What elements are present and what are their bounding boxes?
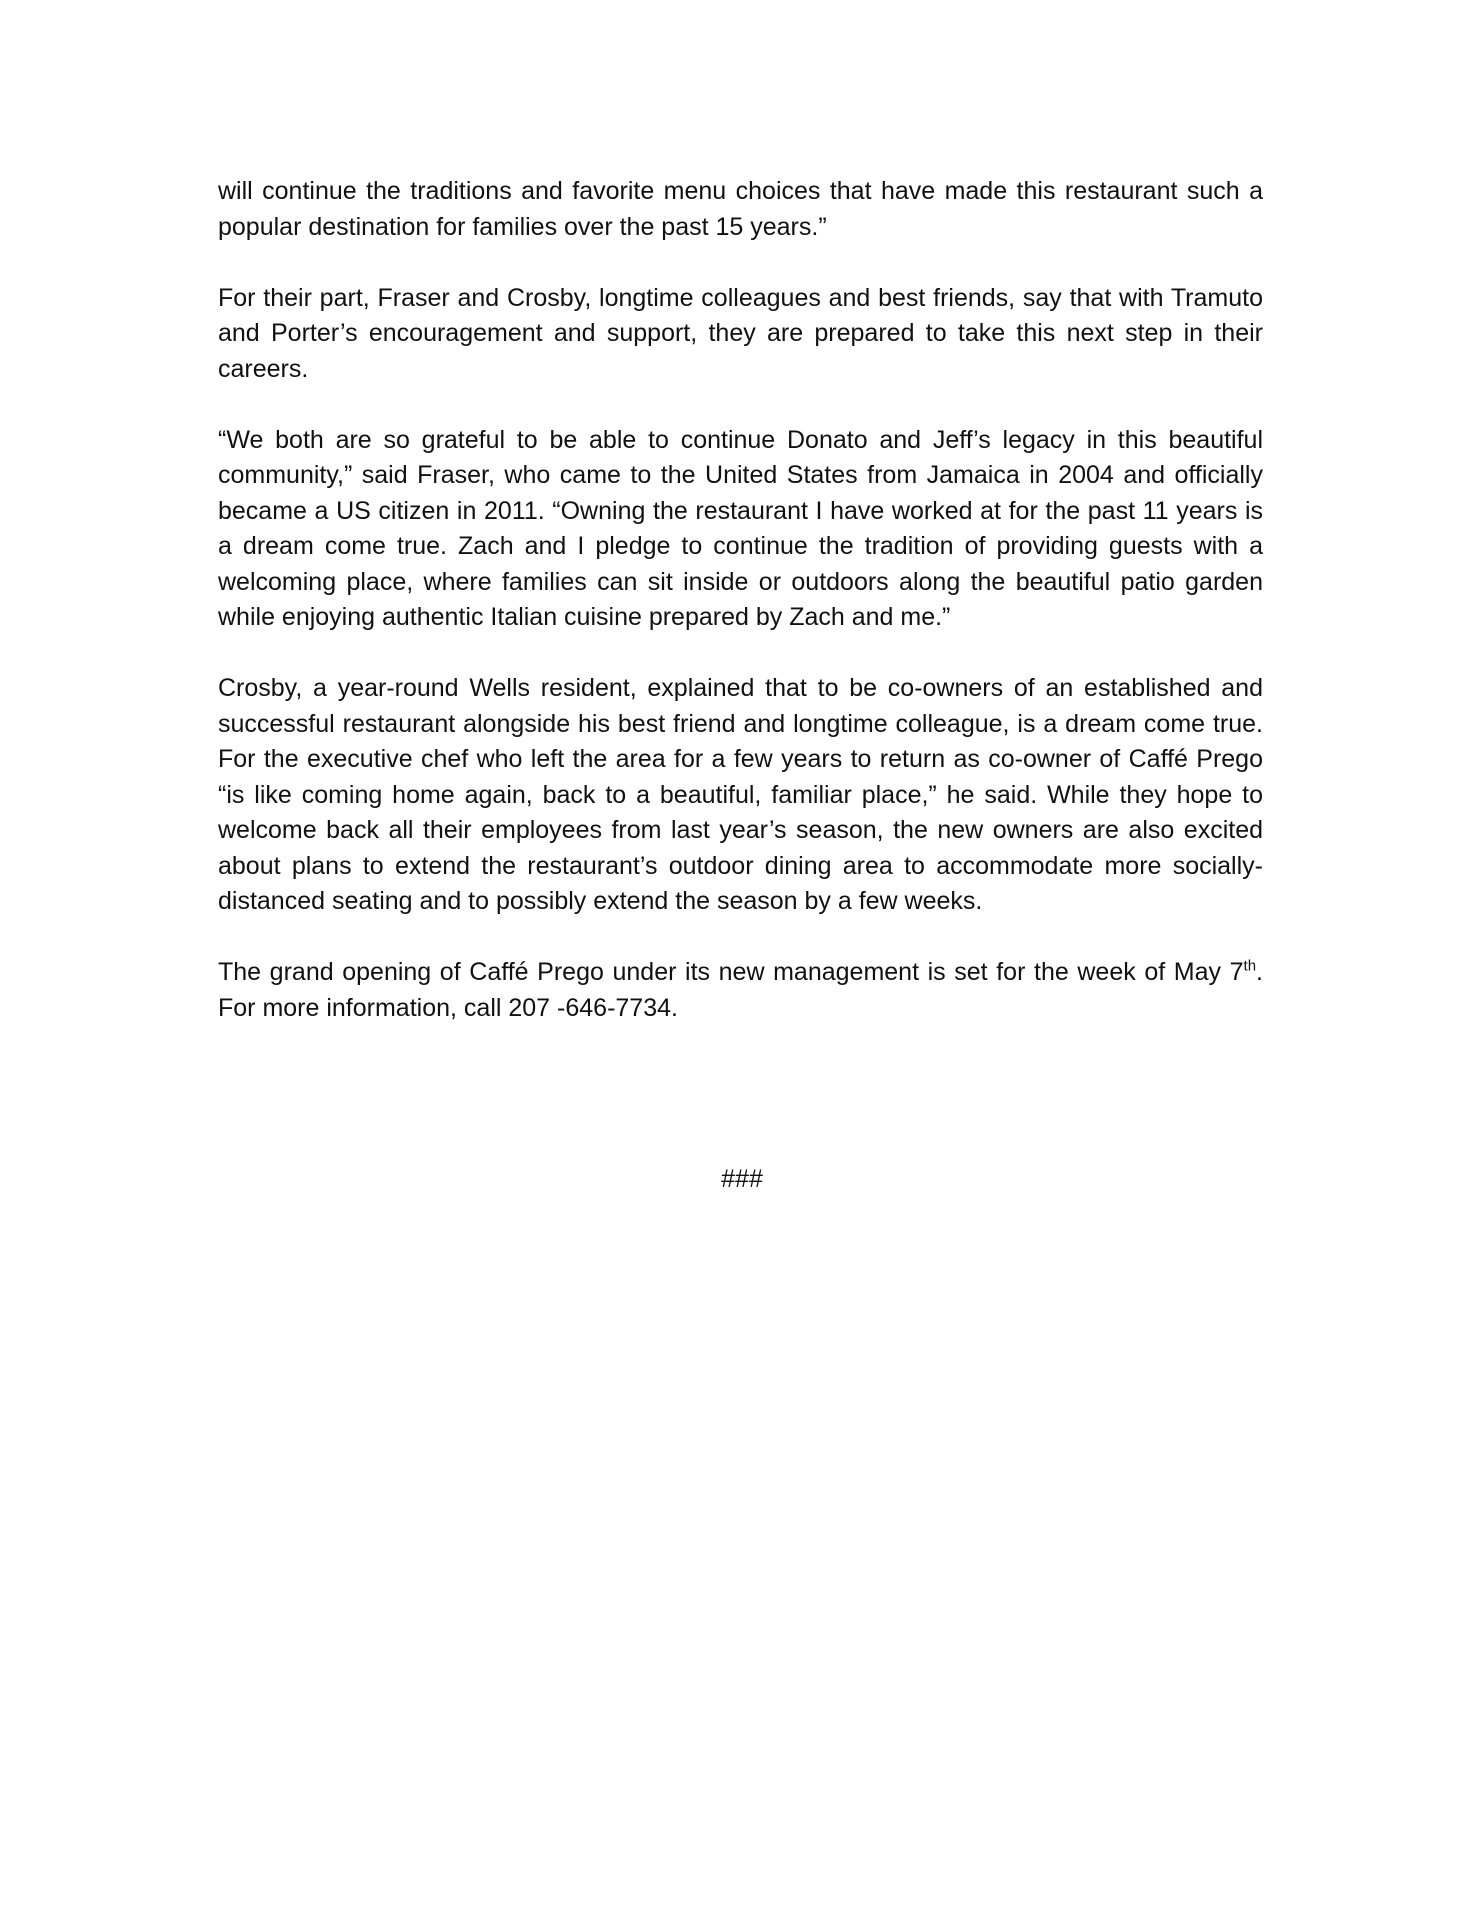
paragraph: For their part, Fraser and Crosby, longtime colleagues and best friends, say that with Tramuto and Porter’s encouragement and support, they are prepared to take this next step in their careers. [218, 283, 1263, 383]
paragraph: Crosby, a year-round Wells resident, explained that to be co-owners of an established and successful restaurant alongside his best friend and longtime colleague, is a dream come true. For the executive chef who left the area for a few years to return as co-owner of Caffé Prego “is like coming home again, back to a beautiful, familiar place,” he said. While they hope to welcome back all their employees from last year’s season, the new owners are also excited about plans to extend the restaurant’s outdoor dining area to accommodate more socially-distanced seating and to possibly extend the season by a few weeks. [218, 674, 1263, 915]
end-of-release-mark: ### [721, 1165, 763, 1193]
paragraph: will continue the traditions and favorite menu choices that have made this restaurant such a popular destination for families over the past 15 years.” [218, 177, 1263, 241]
closing-text-start: The grand opening of Caffé Prego under its new management is set for the week of May 7 [218, 958, 1244, 986]
closing-text-end: . For more information, call 207 -646-7734. [218, 958, 1263, 1022]
closing-paragraph [218, 955, 1263, 1026]
date-ordinal-superscript: th [1243, 957, 1257, 975]
paragraph: “We both are so grateful to be able to continue Donato and Jeff’s legacy in this beautiful community,” said Fraser, who came to the United States from Jamaica in 2004 and officially became a US citizen in 2011. “Owning the restaurant I have worked at for the past 11 years is a dream come true. Zach and I pledge to continue the tradition of providing guests with a welcoming place, where families can sit inside or outdoors along the beautiful patio garden while enjoying authentic Italian cuisine prepared by Zach and me.” [218, 425, 1263, 631]
document-body [218, 174, 1263, 1026]
